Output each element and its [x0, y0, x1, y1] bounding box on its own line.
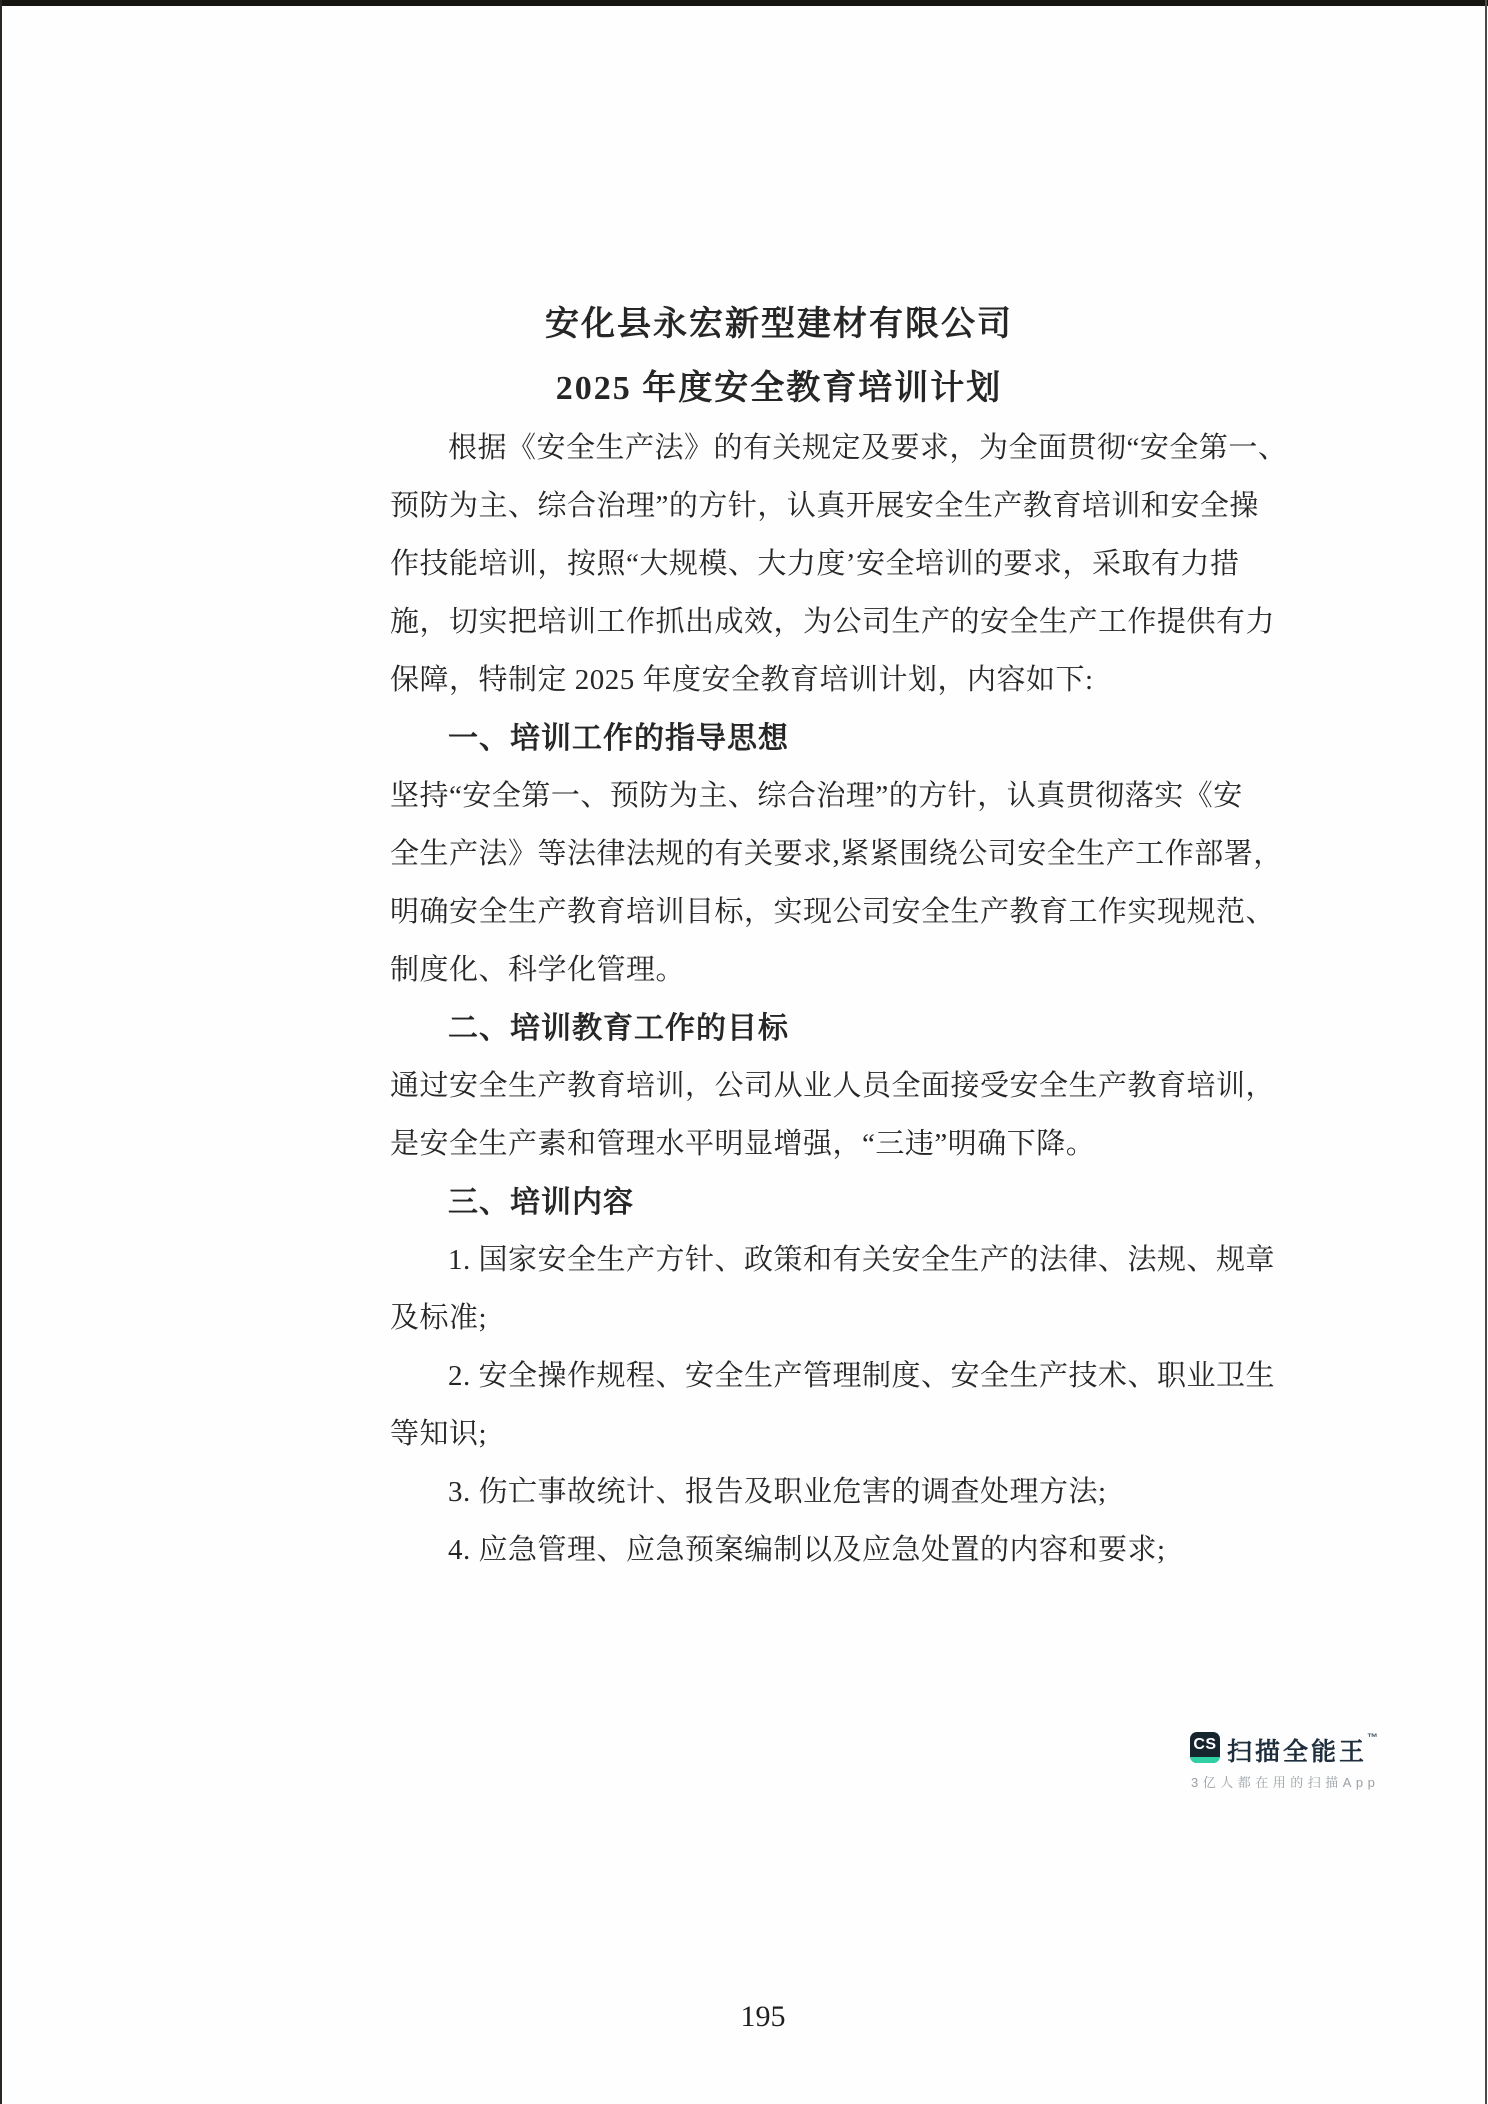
camscanner-badge-letters: CS: [1193, 1736, 1217, 1753]
document-title: 安化县永宏新型建材有限公司: [545, 305, 1013, 343]
paragraph-3-line: 通过安全生产教育培训，公司从业人员全面接受安全生产教育培训，: [390, 1069, 1276, 1102]
trademark-symbol: ™: [1367, 1732, 1379, 1744]
paragraph-3-line: 是安全生产素和管理水平明显增强，“三违”明确下降。: [390, 1127, 1096, 1160]
list-item-line: 1. 国家安全生产方针、政策和有关安全生产的法律、法规、规章: [448, 1243, 1276, 1276]
paragraph-2-line: 制度化、科学化管理。: [390, 953, 686, 986]
paragraph-1-line: 作技能培训，按照“大规模、大力度’安全培训的要求，采取有力措: [390, 547, 1240, 580]
scan-border-left: [0, 0, 2, 2104]
section-heading-3: 三、培训内容: [448, 1186, 634, 1219]
list-item-line: 4. 应急管理、应急预案编制以及应急处置的内容和要求;: [448, 1533, 1166, 1566]
document-subtitle: 2025 年度安全教育培训计划: [555, 369, 1003, 407]
scan-border-right: [1485, 0, 1487, 2104]
list-item-line: 及标准;: [390, 1301, 488, 1334]
camscanner-brand-text: [1227, 1732, 1378, 1768]
paragraph-1-line: 根据《安全生产法》的有关规定及要求，为全面贯彻“安全第一、: [448, 431, 1288, 464]
camscanner-tagline: 3亿人都在用的扫描App: [1191, 1775, 1380, 1790]
page-number: 195: [740, 2000, 786, 2033]
camscanner-badge-accent: [1190, 1757, 1220, 1763]
document-body: [390, 288, 1288, 1576]
paragraph-2-line: 全生产法》等法律法规的有关要求,紧紧围绕公司安全生产工作部署，: [390, 837, 1283, 870]
list-item-line: 2. 安全操作规程、安全生产管理制度、安全生产技术、职业卫生: [448, 1359, 1276, 1392]
list-item-line: 等知识;: [390, 1417, 488, 1450]
paragraph-1-line: 预防为主、综合治理”的方针，认真开展安全生产教育培训和安全操: [390, 489, 1259, 522]
paragraph-2-line: 坚持“安全第一、预防为主、综合治理”的方针，认真贯彻落实《安: [390, 779, 1243, 812]
scan-border-top: [0, 0, 1488, 6]
camscanner-brand-label: 扫描全能王: [1227, 1738, 1368, 1766]
paragraph-1-line: 施，切实把培训工作抓出成效，为公司生产的安全生产工作提供有力: [390, 605, 1276, 638]
paragraph-1-line: 保障，特制定 2025 年度安全教育培训计划，内容如下:: [390, 663, 1094, 696]
camscanner-logo-icon: [1190, 1732, 1220, 1763]
section-heading-1: 一、培训工作的指导思想: [448, 722, 789, 755]
section-heading-2: 二、培训教育工作的目标: [448, 1012, 789, 1045]
paragraph-2-line: 明确安全生产教育培训目标，实现公司安全生产教育工作实现规范、: [390, 895, 1276, 928]
list-item-line: 3. 伤亡事故统计、报告及职业危害的调查处理方法;: [448, 1475, 1107, 1508]
